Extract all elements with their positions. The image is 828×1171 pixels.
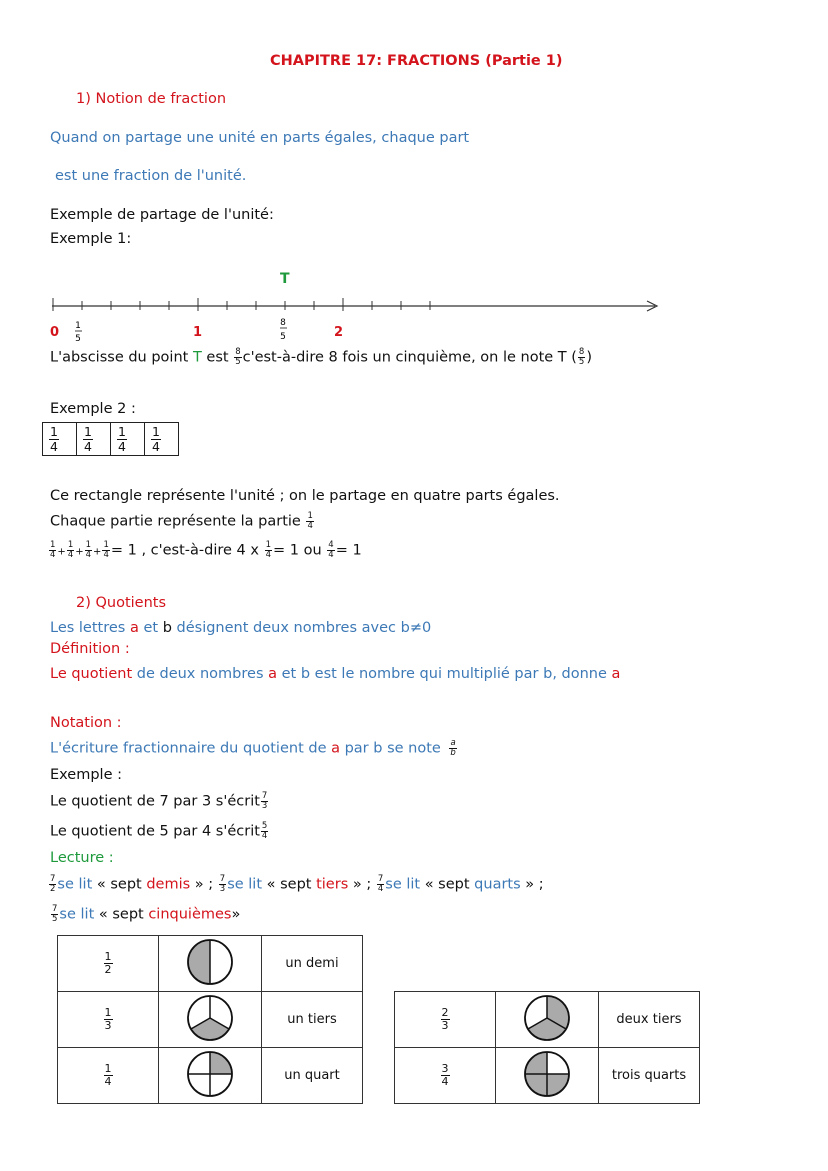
- label-fifth-den: 5: [75, 334, 81, 344]
- table-row: $\frac{1}{3}$ un tiers: [58, 992, 363, 1048]
- quarter-box: $\frac{1}{4}$: [111, 423, 145, 456]
- exemple-label: Exemple :: [50, 767, 122, 783]
- sum-equation: $\frac{1}{4}$ + $\frac{1}{4}$ + $\frac{1}{4}$ + $\frac{1}{4}$ = 1 , c'est-à-dire 4 x $\frac{1}{4}$ = 1 ou $\frac{4}{4}$ = 1: [50, 540, 362, 560]
- label-one: 1: [193, 325, 203, 340]
- fractions-table-left: [57, 935, 363, 1104]
- example-5-4: Le quotient de 5 par 4 s'écrit $\frac{5}{4}$: [50, 821, 268, 841]
- label-un-demi: un demi: [262, 936, 363, 992]
- rectangle-text: Ce rectangle représente l'unité ; on le partage en quatre parts égales.: [50, 488, 560, 504]
- quarter-box: $\frac{1}{4}$: [145, 423, 179, 456]
- intro-line-1: Quand on partage une unité en parts égales, chaque part: [50, 130, 470, 146]
- shaded-sector: [191, 1018, 229, 1040]
- label-trois-quarts: trois quarts: [599, 1048, 700, 1104]
- half-circle-icon: [185, 937, 235, 987]
- two-thirds-circle-icon: [522, 993, 572, 1043]
- reading-line-2: $\frac{7}{5}$ se lit « sept cinquièmes»: [52, 904, 241, 924]
- point-t-label: T: [280, 271, 290, 287]
- quarter-circle-icon: [185, 1049, 235, 1099]
- example-7-3: Le quotient de 7 par 3 s'écrit $\frac{7}{3}$: [50, 791, 268, 811]
- notation-label: Notation :: [50, 715, 122, 731]
- section-2-heading: 2) Quotients: [76, 595, 167, 611]
- label-un-quart: un quart: [262, 1048, 363, 1104]
- label-deux-tiers: deux tiers: [599, 992, 700, 1048]
- table-row: $\frac{1}{2}$ un demi: [58, 936, 363, 992]
- label-fifth-num: 1: [75, 321, 81, 331]
- table-row: $\frac{3}{4}$ trois quarts: [395, 1048, 700, 1104]
- three-quarters-circle-icon: [522, 1049, 572, 1099]
- shaded-sector: [188, 940, 210, 984]
- part-text: Chaque partie représente la partie $\frac{1}{4}$: [50, 511, 313, 531]
- definition-label: Définition :: [50, 641, 130, 657]
- number-line: [40, 265, 670, 350]
- quarter-boxes: [42, 422, 179, 456]
- intro-line-2: est une fraction de l'unité.: [55, 168, 247, 184]
- page-title: CHAPITRE 17: FRACTIONS (Partie 1): [270, 53, 563, 69]
- quarter-box: $\frac{1}{4}$: [43, 423, 77, 456]
- number-line-ticks: [53, 298, 430, 311]
- quarter-box: $\frac{1}{4}$: [77, 423, 111, 456]
- section-1-heading: 1) Notion de fraction: [76, 91, 227, 107]
- table-row: $\frac{2}{3}$ deux tiers: [395, 992, 700, 1048]
- example-intro: Exemple de partage de l'unité:: [50, 207, 274, 223]
- fractions-table-right: [394, 991, 700, 1104]
- label-two: 2: [334, 325, 344, 340]
- definition-text: Le quotient de deux nombres a et b est le nombre qui multiplié par b, donne a: [50, 666, 621, 682]
- label-zero: 0: [50, 325, 60, 340]
- notation-text: L'écriture fractionnaire du quotient de a par b se note $\frac{a}{b}$: [50, 738, 456, 758]
- example-2-label: Exemple 2 :: [50, 401, 136, 417]
- reading-line-1: $\frac{7}{2}$ se lit « sept demis » ; $\frac{7}{3}$ se lit « sept tiers » ; $\frac{7}{4}$ se lit « sept quarts » ;: [50, 874, 544, 894]
- label-t-den: 5: [280, 332, 286, 342]
- label-t-num: 8: [280, 318, 286, 328]
- lecture-label: Lecture :: [50, 850, 114, 866]
- letters-sentence: Les lettres a et b désignent deux nombres avec b≠0: [50, 620, 432, 636]
- example-1-label: Exemple 1:: [50, 231, 132, 247]
- table-row: $\frac{1}{4}$ un quart: [58, 1048, 363, 1104]
- abscissa-sentence: L'abscisse du point T est $\frac{8}{5}$ c'est-à-dire 8 fois un cinquième, on le note T ( $\frac{8}{5}$ ): [50, 347, 593, 367]
- label-un-tiers: un tiers: [262, 992, 363, 1048]
- third-circle-icon: [185, 993, 235, 1043]
